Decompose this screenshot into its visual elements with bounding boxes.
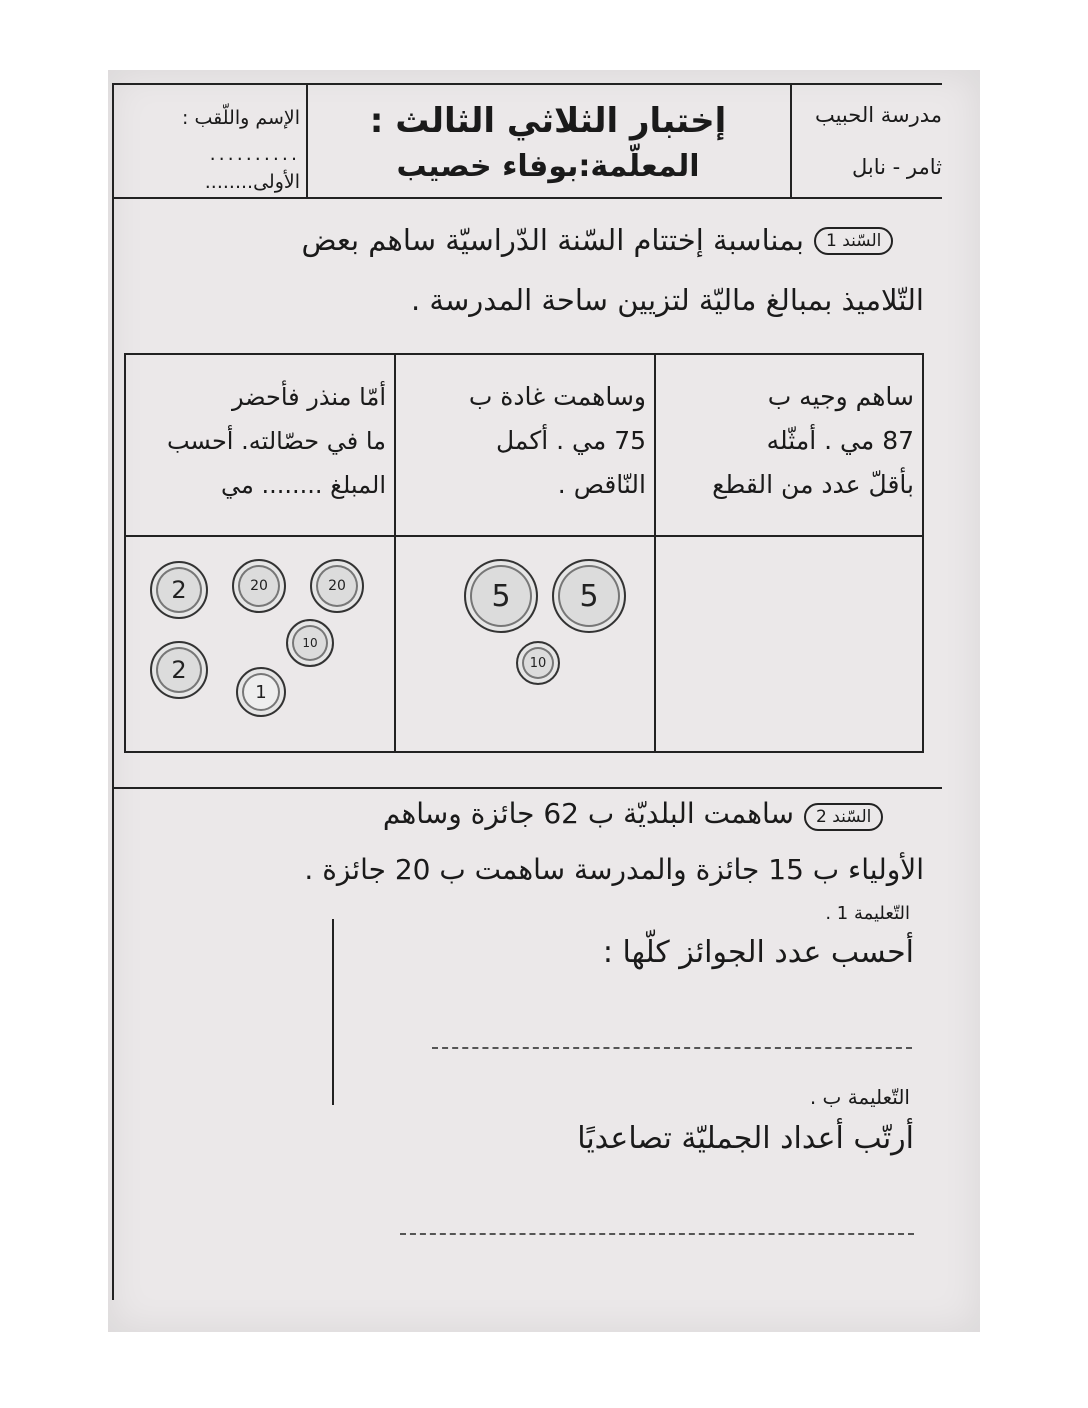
task2-text: أرتّب أعداد الجمليّة تصاعديًا (577, 1121, 914, 1156)
situation2-text-line2: الأولياء ب 15 جائزة والمدرسة ساهمت ب 20 جائزة . (304, 853, 924, 886)
wajih-column-text (662, 375, 914, 507)
exam-sheet (112, 83, 942, 1300)
task2-label: التّعليمة ب . (809, 1085, 910, 1109)
header-divider-left (306, 85, 308, 197)
table-top-rule (124, 353, 924, 355)
coin-ghada-1: 5 (464, 559, 538, 633)
school-location: ثامر - نابل (852, 155, 942, 179)
name-label: الإسم واللّقب : (182, 107, 300, 129)
coin-ghada-2: 5 (552, 559, 626, 633)
teacher-name: المعلّمة:بوفاء خصيب (396, 149, 700, 184)
ghada-line2: 75 مي . أكمل (495, 426, 646, 455)
coin-munthir-6: 1 (236, 667, 286, 717)
situation2-text-line1: ساهمت البلديّة ب 62 جائزة وساهم (382, 797, 794, 830)
wajih-line1: ساهم وجيه ب (767, 382, 914, 411)
coin-munthir-3: 20 (310, 559, 364, 613)
coin-munthir-1: 2 (150, 561, 208, 619)
table-bottom-rule (124, 751, 924, 753)
ghada-line1: وساهمت غادة ب (468, 382, 646, 411)
header-divider-right (790, 85, 792, 197)
coin-munthir-4: 10 (286, 619, 334, 667)
task1-answer-line[interactable] (432, 1047, 912, 1049)
table-divider-1 (394, 353, 396, 753)
munthir-line1: أمّا منذر فأحضر (231, 383, 386, 411)
wajih-drawing-area[interactable] (656, 537, 922, 751)
munthir-line2: ما في حصّالته. أحسب (166, 427, 386, 455)
munthir-column-text (132, 375, 386, 507)
school-name: مدرسة الحبيب (814, 103, 942, 127)
wajih-line2: 87 مي . أمثّله (766, 426, 914, 455)
table-right-edge (922, 353, 924, 753)
class-line: الأولى........ (204, 171, 300, 193)
task1-label: التّعليمة 1 . (825, 903, 910, 924)
name-dots: .......... (209, 143, 300, 165)
situation2-badge: السّند 2 (804, 803, 883, 831)
wajih-line3: بأقلّ عدد من القطع (712, 470, 914, 499)
exam-title: إختبار الثلاثي الثالث : (369, 101, 727, 141)
ghada-column-text (402, 375, 646, 507)
task1-text: أحسب عدد الجوائز كلّها : (602, 935, 914, 970)
situation1-text-line1: بمناسبة إختتام السّنة الدّراسيّة ساهم بعض (301, 223, 804, 257)
task1-vertical-rule (332, 919, 334, 1105)
coin-munthir-5: 2 (150, 641, 208, 699)
coin-ghada-3: 10 (516, 641, 560, 685)
task2-answer-line[interactable] (400, 1233, 914, 1235)
section-separator (114, 787, 942, 789)
munthir-line3: المبلغ ........ مي (221, 471, 386, 499)
situation1-text-line2: التّلاميذ بمبالغ ماليّة لتزيين ساحة المدرسة . (410, 283, 924, 317)
situation1-badge: السّند 1 (814, 227, 893, 255)
ghada-line3: النّاقص . (557, 470, 646, 499)
coin-munthir-2: 20 (232, 559, 286, 613)
header-bottom-rule (114, 197, 942, 199)
table-left-edge (124, 353, 126, 753)
